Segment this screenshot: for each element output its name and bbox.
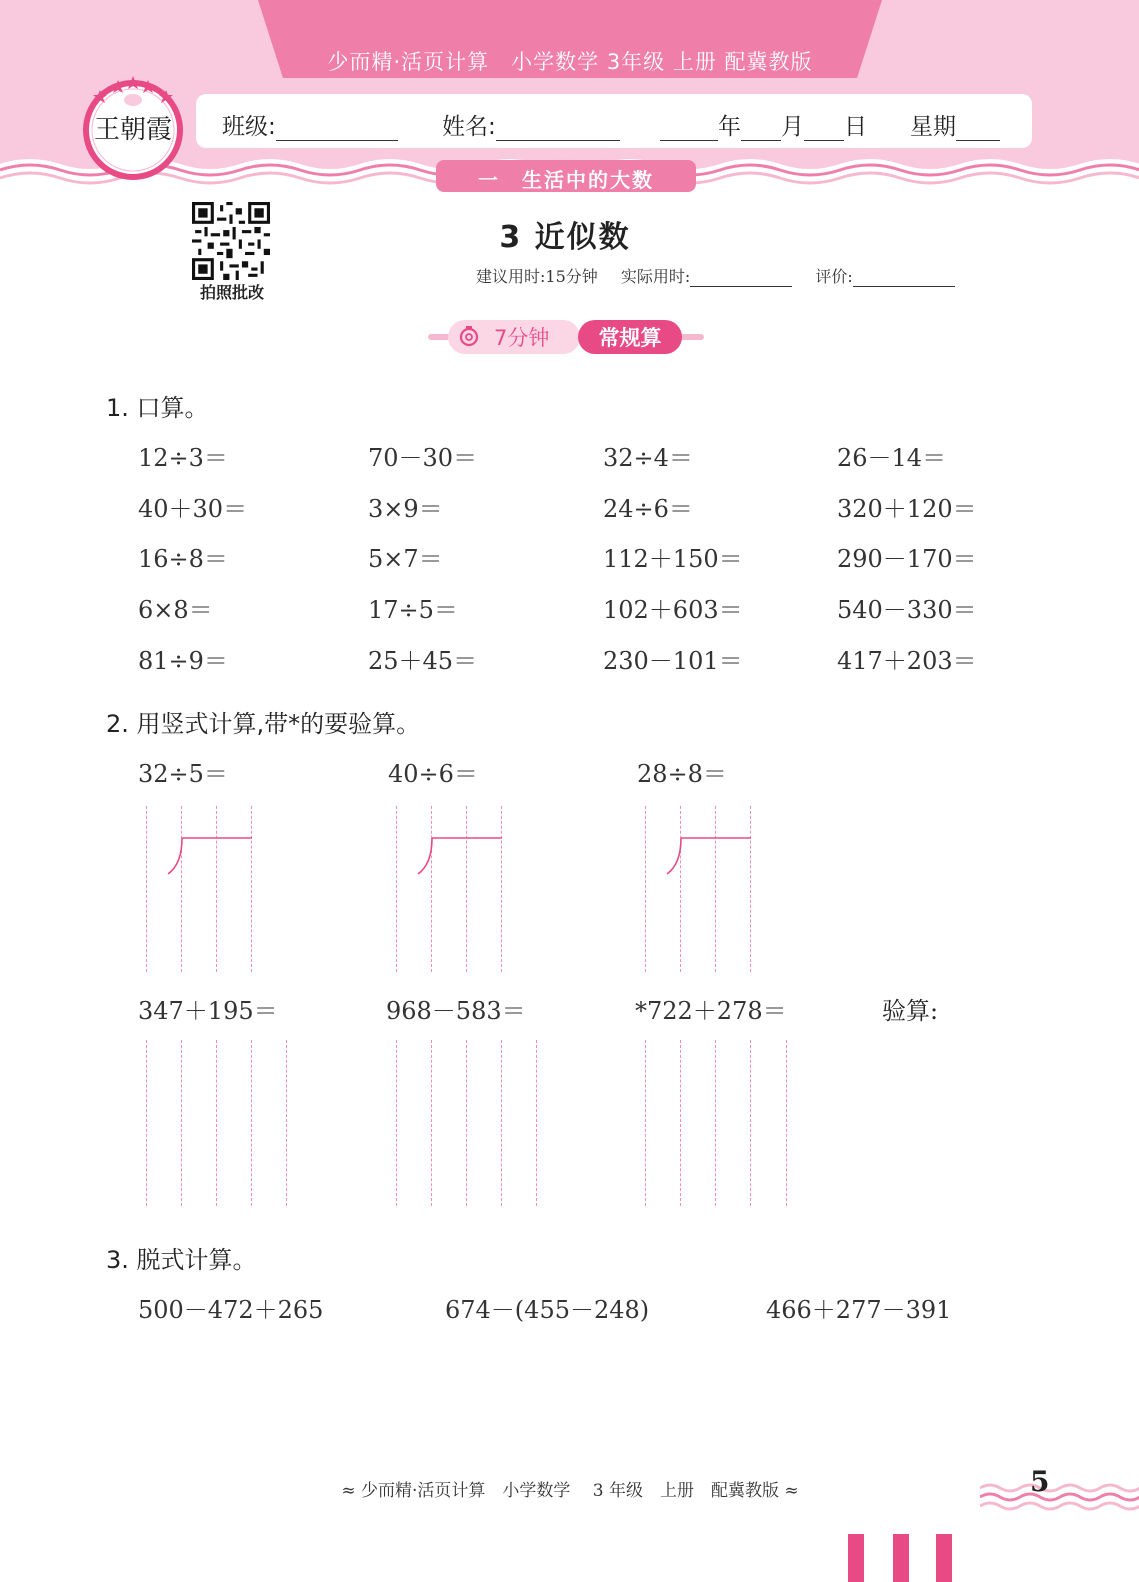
step-calc-problem: 500－472＋265 xyxy=(138,1296,324,1324)
vertical-calc-problem: 968－583＝ xyxy=(386,997,526,1025)
footer-waves xyxy=(980,1480,1139,1514)
qr-label: 拍照批改 xyxy=(199,283,264,302)
oral-calc-item: 5×7＝ xyxy=(368,545,443,573)
lesson-title: 3 近似数 xyxy=(499,220,631,255)
oral-calc-item: 17÷5＝ xyxy=(368,596,458,624)
day-label: 日 xyxy=(844,114,867,140)
brand-logo xyxy=(78,72,188,182)
actual-time-blank[interactable] xyxy=(690,270,792,287)
oral-calc-item: 540－330＝ xyxy=(837,596,977,624)
qr-code-icon[interactable] xyxy=(192,202,270,280)
check-label: 验算: xyxy=(882,997,939,1025)
oral-calc-item: 16÷8＝ xyxy=(138,545,228,573)
division-problem: 40÷6＝ xyxy=(388,760,478,788)
step-calc-problem: 466＋277－391 xyxy=(766,1296,952,1324)
oral-calc-item: 70－30＝ xyxy=(368,444,478,472)
footer-bar xyxy=(893,1534,909,1582)
division-problem: 28÷8＝ xyxy=(637,760,727,788)
oral-calc-item: 32÷4＝ xyxy=(603,444,693,472)
division-problem: 32÷5＝ xyxy=(138,760,228,788)
question-2-title: 2. 用竖式计算,带*的要验算。 xyxy=(106,710,421,738)
division-bracket xyxy=(663,836,755,876)
division-bracket xyxy=(164,836,256,876)
timer-type: 常规算 xyxy=(598,326,662,350)
division-bracket xyxy=(414,836,506,876)
month-label: 月 xyxy=(781,114,804,140)
date-field xyxy=(660,108,867,141)
footer-bar xyxy=(848,1534,864,1582)
weekday-field xyxy=(910,108,1000,141)
oral-calc-item: 25＋45＝ xyxy=(368,647,478,675)
oral-calc-item: 12÷3＝ xyxy=(138,444,228,472)
page-number: 5 xyxy=(1030,1465,1050,1498)
question-3-title: 3. 脱式计算。 xyxy=(106,1246,257,1274)
vertical-calc-problem: *722＋278＝ xyxy=(635,997,787,1025)
oral-calc-item: 112＋150＝ xyxy=(603,545,743,573)
oral-calc-item: 417＋203＝ xyxy=(837,647,977,675)
weekday-label: 星期 xyxy=(910,114,956,140)
oral-calc-item: 320＋120＝ xyxy=(837,495,977,523)
evaluation-label: 评价: xyxy=(815,267,853,286)
oral-calc-item: 26－14＝ xyxy=(837,444,947,472)
name-blank[interactable] xyxy=(496,118,620,141)
actual-time-label: 实际用时: xyxy=(620,267,691,286)
oral-calc-item: 102＋603＝ xyxy=(603,596,743,624)
footer-series-title: ≈ 少而精·活页计算 小学数学 3 年级 上册 配冀教版 ≈ xyxy=(341,1481,799,1501)
oral-calc-item: 6×8＝ xyxy=(138,596,213,624)
oral-calc-item: 40＋30＝ xyxy=(138,495,248,523)
footer-bar xyxy=(936,1534,952,1582)
vertical-calc-problem: 347＋195＝ xyxy=(138,997,278,1025)
month-blank[interactable] xyxy=(741,118,781,141)
question-1-title: 1. 口算。 xyxy=(106,394,209,422)
class-field xyxy=(222,108,398,141)
oral-calc-item: 24÷6＝ xyxy=(603,495,693,523)
oral-calc-item: 230－101＝ xyxy=(603,647,743,675)
name-label: 姓名: xyxy=(442,114,496,140)
series-title: 少而精·活页计算 小学数学 3年级 上册 配冀教版 xyxy=(327,50,813,74)
class-label: 班级: xyxy=(222,114,276,140)
stopwatch-icon xyxy=(458,325,480,347)
oral-calc-item: 3×9＝ xyxy=(368,495,443,523)
year-label: 年 xyxy=(718,114,741,140)
year-blank[interactable] xyxy=(660,118,718,141)
step-calc-problem: 674－(455－248) xyxy=(445,1296,650,1324)
time-info xyxy=(476,264,955,287)
suggested-time: 建议用时:15分钟 xyxy=(476,267,598,286)
day-blank[interactable] xyxy=(804,118,844,141)
weekday-blank[interactable] xyxy=(956,118,1000,141)
evaluation-blank[interactable] xyxy=(853,270,955,287)
unit-title: 一 生活中的大数 xyxy=(478,168,654,192)
timer-minutes: 7分钟 xyxy=(494,326,550,350)
oral-calc-item: 81÷9＝ xyxy=(138,647,228,675)
class-blank[interactable] xyxy=(276,118,398,141)
name-field xyxy=(442,108,620,141)
oral-calc-item: 290－170＝ xyxy=(837,545,977,573)
logo-text: 王朝霞 xyxy=(93,115,173,145)
